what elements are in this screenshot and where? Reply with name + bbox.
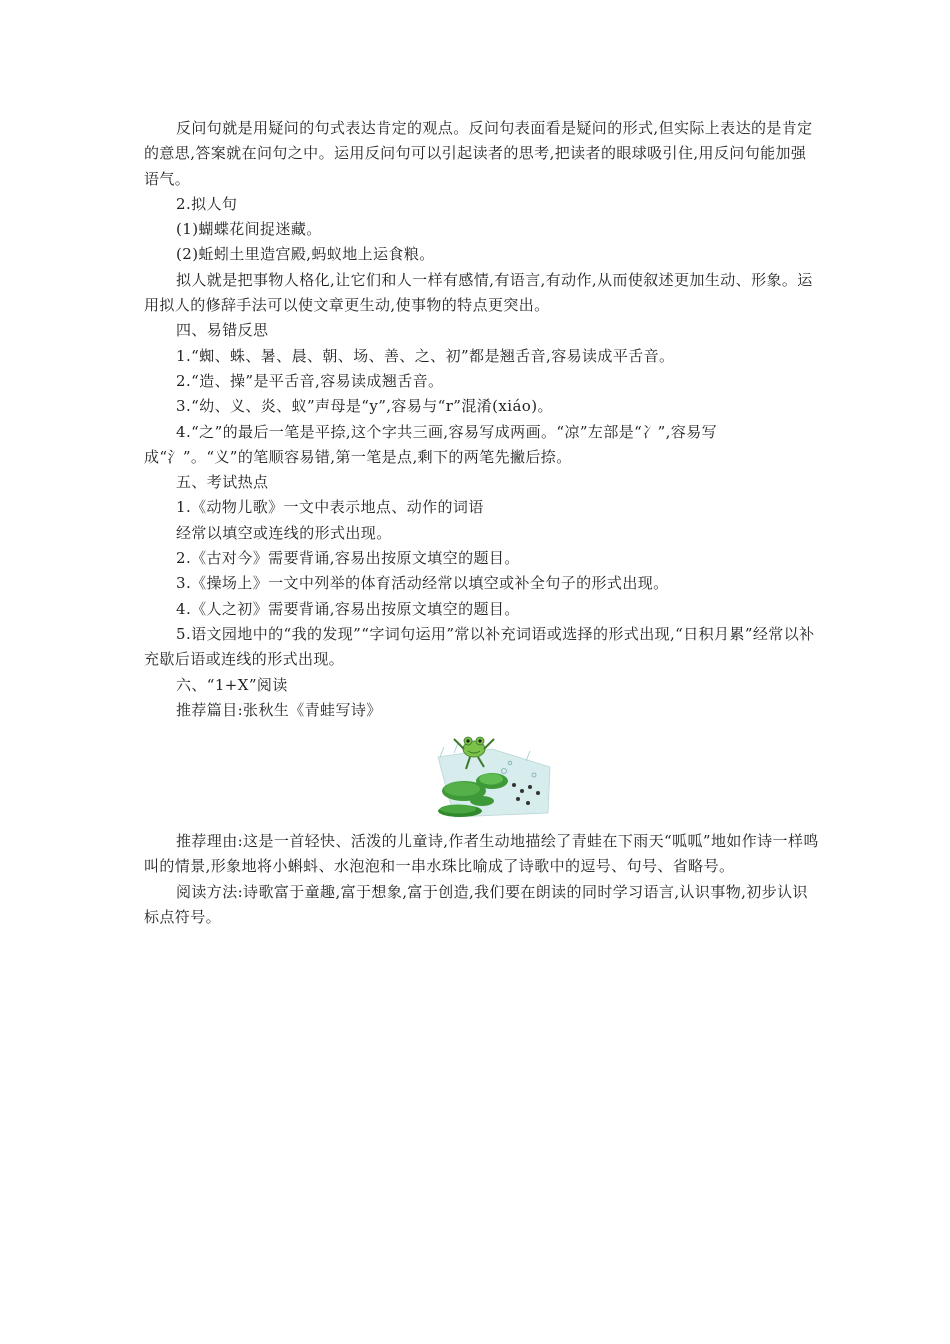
mistake-item-3: 3.“幼、义、炎、蚁”声母是“y”,容易与“r”混淆(xiáo)。 xyxy=(176,397,553,416)
mistake-item-4: 4.“之”的最后一笔是平捺,这个字共三画,容易写成两画。“凉”左部是“冫”,容易写成“氵”。“义”的笔顺容易错,第一笔是点,剩下的两笔先撇后捺。 xyxy=(144,422,718,466)
paragraph-reading-method: 阅读方法:诗歌富于童趣,富于想象,富于创造,我们要在朗读的同时学习语言,认识事物,初步认识标点符号。 xyxy=(144,882,808,927)
mistake-item-2: 2.“造、操”是平舌音,容易读成翘舌音。 xyxy=(176,371,444,390)
example-sentence-2: (2)蚯蚓土里造宫殿,蚂蚁地上运食粮。 xyxy=(176,245,435,264)
section-heading-common-mistakes: 四、易错反思 xyxy=(176,321,269,340)
hotspot-item-3: 3.《操场上》一文中列举的体育活动经常以填空或补全句子的形式出现。 xyxy=(176,574,669,593)
recommended-title: 推荐篇目:张秋生《青蛙写诗》 xyxy=(176,700,382,719)
paragraph-recommendation-reason: 推荐理由:这是一首轻快、活泼的儿童诗,作者生动地描绘了青蛙在下雨天“呱呱”地如作诗一样鸣叫的情景,形象地将小蝌蚪、水泡泡和一串水珠比喻成了诗歌中的逗号、句号、省略号。 xyxy=(144,832,819,876)
hotspot-item-1-continued: 经常以填空或连线的形式出现。 xyxy=(176,523,392,542)
hotspot-item-2: 2.《古对今》需要背诵,容易出按原文填空的题目。 xyxy=(176,549,520,568)
section-heading-exam-hotspots: 五、考试热点 xyxy=(176,473,269,492)
frog-on-lotus-leaves-icon xyxy=(434,727,554,819)
hotspot-item-5: 5.语文园地中的“我的发现”“字词句运用”常以补充词语或选择的形式出现,“日积月累”经常以补充歇后语或连线的形式出现。 xyxy=(144,624,815,669)
hotspot-item-1: 1.《动物儿歌》一文中表示地点、动作的词语 xyxy=(176,498,484,517)
section-heading-reading: 六、“1+X”阅读 xyxy=(176,675,288,694)
hotspot-item-4: 4.《人之初》需要背诵,容易出按原文填空的题目。 xyxy=(176,599,520,618)
paragraph-personification-explanation: 拟人就是把事物人格化,让它们和人一样有感情,有语言,有动作,从而使叙述更加生动、形象。运用拟人的修辞手法可以使文章更生动,使事物的特点更突出。 xyxy=(144,270,813,315)
document-body xyxy=(144,116,820,930)
example-sentence-1: (1)蝴蝶花间捉迷藏。 xyxy=(176,220,322,239)
frog-illustration xyxy=(144,727,820,823)
paragraph-rhetorical-question-explanation: 反问句就是用疑问的句式表达肯定的观点。反问句表面看是疑问的形式,但实际上表达的是肯定的意思,答案就在问句之中。运用反问句可以引起读者的思考,把读者的眼球吸引住,用反问句能加强语气。 xyxy=(144,119,813,188)
mistake-item-1: 1.“蜘、蛛、暑、晨、朝、场、善、之、初”都是翘舌音,容易读成平舌音。 xyxy=(176,346,675,365)
subheading-personification: 2.拟人句 xyxy=(176,194,238,213)
